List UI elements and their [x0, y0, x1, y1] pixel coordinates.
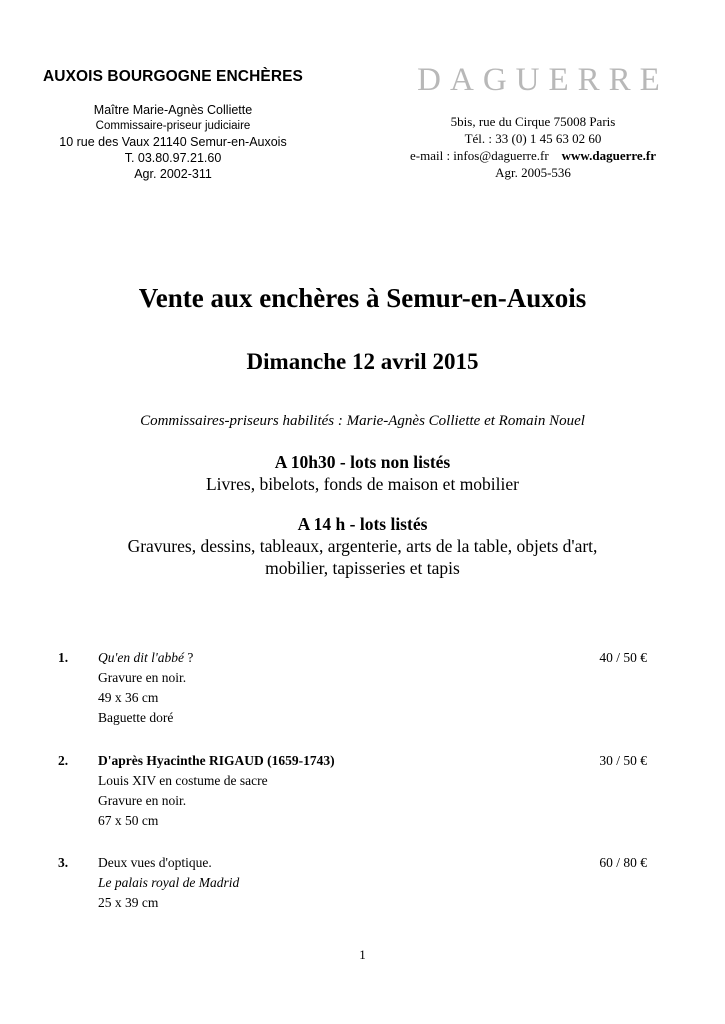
lot-title: Deux vues d'optique. [98, 855, 212, 870]
right-header [378, 60, 688, 181]
daguerre-website: www.daguerre.fr [561, 148, 657, 163]
lot-line: 25 x 39 cm [98, 895, 159, 910]
lot-title: D'après Hyacinthe RIGAUD (1659-1743) [98, 753, 335, 768]
daguerre-agr: Agr. 2005-536 [495, 165, 571, 180]
auction-house-details [0, 102, 346, 182]
lot-title: Qu'en dit l'abbé ? [98, 650, 194, 665]
auction-house-address: 10 rue des Vaux 21140 Semur-en-Auxois [59, 135, 287, 149]
auction-house-agr: Agr. 2002-311 [134, 167, 212, 181]
lot-description [98, 853, 538, 913]
lot-number: 1. [58, 650, 69, 665]
lot-line: Le palais royal de Madrid [98, 875, 240, 890]
lot-line: Gravure en noir. [98, 670, 187, 685]
session-description: Gravures, dessins, tableaux, argenterie, arts de la table, objets d'art, [127, 536, 598, 556]
auction-house-title: AUXOIS BOURGOGNE ENCHÈRES [42, 68, 303, 85]
daguerre-contact-line [378, 147, 688, 164]
lot-description [98, 751, 538, 831]
left-header [0, 68, 346, 182]
session-heading: A 14 h - lots listés [297, 514, 428, 534]
lot-line: 49 x 36 cm [98, 690, 159, 705]
session-morning [0, 451, 725, 495]
session-afternoon [0, 513, 725, 579]
session-description: Livres, bibelots, fonds de maison et mobilier [205, 474, 519, 494]
auctioneer-role: Commissaire-priseur judiciaire [95, 120, 251, 132]
auction-house-phone: T. 03.80.97.21.60 [124, 151, 222, 165]
auctioneers-line: Commissaires-priseurs habilités : Marie-Agnès Colliette et Romain Nouel [140, 413, 585, 429]
auctioneer-name: Maître Marie-Agnès Colliette [93, 103, 253, 117]
lot-estimate: 60 / 80 € [599, 855, 647, 870]
lot-line: 67 x 50 cm [98, 813, 159, 828]
lot-number: 2. [58, 753, 69, 768]
daguerre-details [378, 113, 688, 181]
daguerre-phone: Tél. : 33 (0) 1 45 63 02 60 [464, 131, 602, 146]
sale-date: Dimanche 12 avril 2015 [246, 349, 479, 374]
session-description: mobilier, tapisseries et tapis [265, 558, 460, 578]
lot-line: Louis XIV en costume de sacre [98, 773, 268, 788]
sale-title: Vente aux enchères à Semur-en-Auxois [138, 283, 587, 313]
lot-line: Baguette doré [98, 710, 174, 725]
daguerre-email: e-mail : infos@daguerre.fr [409, 148, 549, 163]
lot-number: 3. [58, 855, 69, 870]
lot-description [98, 648, 538, 728]
session-heading: A 10h30 - lots non listés [274, 452, 451, 472]
page-number: 1 [359, 947, 366, 962]
daguerre-brand-logo: DAGUERRE [417, 62, 669, 98]
daguerre-address: 5bis, rue du Cirque 75008 Paris [450, 114, 616, 129]
lot-estimate: 40 / 50 € [599, 650, 647, 665]
lot-line: Gravure en noir. [98, 793, 187, 808]
lot-estimate: 30 / 50 € [599, 753, 647, 768]
